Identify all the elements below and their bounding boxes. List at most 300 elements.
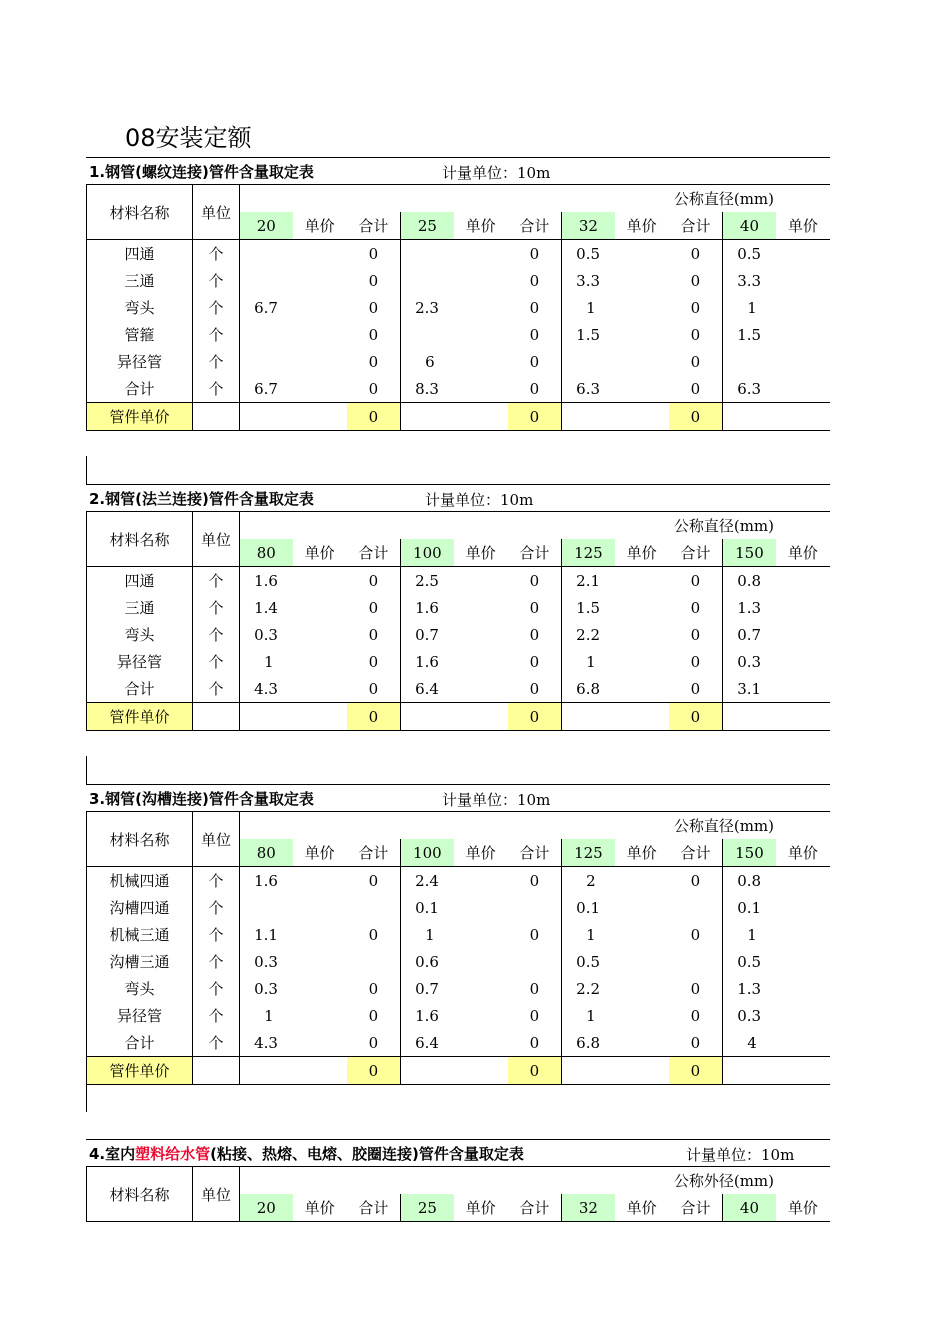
cell-price [615, 975, 669, 1002]
section-threaded-steel-pipe [86, 157, 830, 431]
cell-quantity: 0.1 [562, 894, 615, 921]
cell-price [454, 1002, 508, 1029]
cell-quantity: 6.7 [254, 298, 278, 317]
cell-quantity: 1.5 [562, 594, 615, 621]
cell-quantity: 0.3 [254, 952, 278, 971]
cell-sum: 0 [529, 379, 540, 398]
cell-sum: 0 [529, 598, 540, 617]
header-material-name: 材料名称 [87, 185, 193, 240]
cell-quantity: 1 [401, 921, 454, 948]
cell-price [776, 1002, 830, 1029]
cell-quantity: 8.3 [401, 375, 454, 403]
cell-price [776, 567, 830, 595]
cell-quantity [723, 348, 776, 375]
header-sum: 合计 [508, 539, 562, 567]
footer-row [87, 403, 831, 431]
table-row [87, 921, 831, 948]
cell-sum: 0 [529, 871, 540, 890]
footer-unit-empty [193, 703, 240, 731]
header-price: 单价 [776, 539, 830, 567]
left-margin-line-2 [86, 756, 87, 784]
section-title: 2.钢管(法兰连接)管件含量取定表 [89, 490, 314, 508]
cell-price [776, 648, 830, 675]
cell-quantity: 6 [401, 348, 454, 375]
row-material-name: 机械四通 [87, 867, 193, 895]
header-row-group [87, 812, 831, 840]
cell-price [293, 348, 347, 375]
footer-empty [615, 403, 669, 431]
cell-quantity: 4.3 [254, 679, 278, 698]
measure-unit-label: 计量单位：10m [442, 164, 551, 182]
header-price: 单价 [293, 539, 347, 567]
header-unit: 单位 [193, 512, 240, 567]
cell-quantity: 1 [562, 648, 615, 675]
cell-price [454, 948, 508, 975]
cell-quantity: 0.1 [401, 894, 454, 921]
cell-price [293, 675, 347, 703]
cell-sum: 0 [529, 679, 540, 698]
cell-price [776, 675, 830, 703]
row-material-name: 弯头 [87, 294, 193, 321]
footer-empty [240, 403, 293, 431]
row-material-name: 弯头 [87, 975, 193, 1002]
header-diameter-group: 公称直径(mm) [240, 185, 830, 213]
content-table [86, 184, 830, 431]
header-diameter-40: 40 [723, 1194, 776, 1222]
cell-quantity [401, 321, 454, 348]
cell-price [454, 321, 508, 348]
table-row [87, 321, 831, 348]
cell-price [454, 975, 508, 1002]
cell-quantity: 3.3 [723, 267, 776, 294]
measure-unit-label: 计量单位：10m [425, 491, 534, 509]
cell-sum: 0 [368, 571, 379, 590]
cell-price [615, 675, 669, 703]
footer-empty [776, 403, 830, 431]
measure-unit-label: 计量单位：10m [686, 1146, 795, 1164]
header-diameter-25: 25 [401, 1194, 454, 1222]
cell-quantity: 1.3 [723, 594, 776, 621]
footer-sum: 0 [508, 1057, 562, 1085]
cell-quantity: 2.3 [401, 294, 454, 321]
header-sum: 合计 [347, 839, 401, 867]
header-material-name: 材料名称 [87, 812, 193, 867]
cell-price [615, 240, 669, 268]
cell-quantity: 0.3 [723, 1002, 776, 1029]
cell-price [293, 594, 347, 621]
cell-sum: 0 [529, 652, 540, 671]
cell-sum: 0 [529, 625, 540, 644]
row-unit: 个 [193, 240, 240, 268]
header-diameter-group: 公称直径(mm) [240, 512, 830, 540]
cell-price [454, 921, 508, 948]
cell-quantity: 6.3 [562, 375, 615, 403]
cell-price [615, 567, 669, 595]
header-diameter-125: 125 [562, 539, 615, 567]
cell-price [776, 621, 830, 648]
header-sum: 合计 [347, 1194, 401, 1222]
content-table [86, 511, 830, 731]
header-diameter-20: 20 [240, 212, 293, 240]
footer-empty [615, 703, 669, 731]
cell-quantity: 1 [723, 294, 776, 321]
table-row [87, 648, 831, 675]
cell-quantity: 2.2 [562, 975, 615, 1002]
header-price: 单价 [293, 839, 347, 867]
cell-price [293, 567, 347, 595]
footer-empty [454, 1057, 508, 1085]
cell-quantity: 0.3 [254, 979, 278, 998]
header-diameter-32: 32 [562, 1194, 615, 1222]
section-flanged-steel-pipe [86, 484, 830, 731]
section-title [89, 1143, 524, 1164]
cell-price [293, 375, 347, 403]
document-title: 08安装定额 [125, 124, 252, 152]
cell-price [293, 294, 347, 321]
row-unit: 个 [193, 267, 240, 294]
cell-quantity: 2.2 [562, 621, 615, 648]
cell-price [454, 594, 508, 621]
row-unit: 个 [193, 567, 240, 595]
header-diameter-100: 100 [401, 539, 454, 567]
cell-price [776, 1029, 830, 1057]
cell-price [454, 1029, 508, 1057]
cell-price [454, 567, 508, 595]
cell-price [615, 867, 669, 895]
table-row [87, 675, 831, 703]
table-row [87, 948, 831, 975]
header-price: 单价 [776, 212, 830, 240]
cell-quantity: 0.5 [562, 240, 615, 268]
row-unit: 个 [193, 621, 240, 648]
header-price: 单价 [776, 839, 830, 867]
cell-price [776, 375, 830, 403]
row-unit: 个 [193, 1002, 240, 1029]
header-sum: 合计 [508, 212, 562, 240]
header-unit: 单位 [193, 1167, 240, 1222]
cell-price [615, 648, 669, 675]
header-material-name: 材料名称 [87, 512, 193, 567]
cell-quantity: 0.7 [723, 621, 776, 648]
table-row [87, 267, 831, 294]
cell-price [776, 975, 830, 1002]
cell-sum [347, 894, 401, 921]
cell-quantity: 0.7 [401, 975, 454, 1002]
cell-quantity: 1 [264, 1006, 274, 1025]
cell-sum: 0 [368, 652, 379, 671]
footer-sum: 0 [347, 403, 401, 431]
header-diameter-80: 80 [240, 539, 293, 567]
row-material-name: 四通 [87, 240, 193, 268]
row-material-name: 异径管 [87, 348, 193, 375]
cell-quantity: 1 [264, 652, 274, 671]
table-row [87, 1002, 831, 1029]
cell-quantity: 1.5 [562, 321, 615, 348]
header-price: 单价 [454, 1194, 508, 1222]
footer-empty [562, 1057, 615, 1085]
table-row [87, 621, 831, 648]
table-row [87, 1029, 831, 1057]
row-material-name: 合计 [87, 375, 193, 403]
cell-sum: 0 [529, 244, 540, 263]
cell-price [454, 240, 508, 268]
row-unit: 个 [193, 375, 240, 403]
header-diameter-group: 公称直径(mm) [240, 812, 830, 840]
footer-row [87, 1057, 831, 1085]
header-diameter-40: 40 [723, 212, 776, 240]
header-diameter-group: 公称外径(mm) [240, 1167, 830, 1195]
row-unit: 个 [193, 975, 240, 1002]
table-row [87, 975, 831, 1002]
cell-price [776, 240, 830, 268]
cell-price [293, 648, 347, 675]
cell-sum: 0 [368, 271, 379, 290]
cell-price [615, 948, 669, 975]
cell-price [454, 675, 508, 703]
footer-empty [240, 1057, 293, 1085]
row-material-name: 合计 [87, 1029, 193, 1057]
cell-quantity: 3.3 [562, 267, 615, 294]
cell-sum: 0 [690, 571, 701, 590]
cell-price [615, 894, 669, 921]
content-table [86, 1166, 830, 1222]
section-title: 1.钢管(螺纹连接)管件含量取定表 [89, 163, 314, 181]
cell-price [776, 267, 830, 294]
cell-price [293, 1029, 347, 1057]
header-price: 单价 [454, 212, 508, 240]
cell-quantity: 1 [562, 1002, 615, 1029]
row-material-name: 合计 [87, 675, 193, 703]
cell-quantity: 6.3 [723, 375, 776, 403]
cell-quantity: 6.4 [401, 1029, 454, 1057]
measure-unit-label: 计量单位：10m [442, 791, 551, 809]
cell-price [293, 975, 347, 1002]
header-diameter-32: 32 [562, 212, 615, 240]
cell-sum: 0 [690, 652, 701, 671]
row-unit: 个 [193, 294, 240, 321]
cell-quantity: 1 [562, 294, 615, 321]
cell-sum: 0 [690, 1006, 701, 1025]
cell-quantity: 2.1 [562, 567, 615, 595]
cell-price [454, 867, 508, 895]
cell-sum: 0 [529, 298, 540, 317]
header-diameter-80: 80 [240, 839, 293, 867]
cell-quantity: 4 [723, 1029, 776, 1057]
cell-price [615, 321, 669, 348]
footer-empty [454, 403, 508, 431]
section-heading [86, 484, 830, 511]
header-price: 单价 [454, 539, 508, 567]
row-material-name: 沟槽四通 [87, 894, 193, 921]
row-unit: 个 [193, 867, 240, 895]
header-sum: 合计 [508, 839, 562, 867]
row-material-name: 异径管 [87, 1002, 193, 1029]
header-diameter-150: 150 [723, 839, 776, 867]
cell-sum: 0 [690, 1033, 701, 1052]
cell-price [293, 267, 347, 294]
cell-quantity [240, 894, 293, 921]
cell-price [293, 621, 347, 648]
cell-quantity: 2.5 [401, 567, 454, 595]
row-unit: 个 [193, 648, 240, 675]
header-row-group [87, 1167, 831, 1195]
cell-quantity: 1 [723, 921, 776, 948]
row-material-name: 弯头 [87, 621, 193, 648]
row-unit: 个 [193, 948, 240, 975]
cell-price [615, 294, 669, 321]
content-table [86, 811, 830, 1085]
table-row [87, 594, 831, 621]
cell-quantity: 1.6 [401, 1002, 454, 1029]
row-unit: 个 [193, 348, 240, 375]
row-material-name: 三通 [87, 594, 193, 621]
cell-quantity [240, 348, 293, 375]
header-sum: 合计 [669, 539, 723, 567]
cell-sum: 0 [529, 271, 540, 290]
row-material-name: 机械三通 [87, 921, 193, 948]
cell-price [454, 267, 508, 294]
header-price: 单价 [293, 212, 347, 240]
header-material-name: 材料名称 [87, 1167, 193, 1222]
cell-sum: 0 [690, 871, 701, 890]
cell-quantity: 0.5 [723, 948, 776, 975]
cell-sum: 0 [368, 325, 379, 344]
header-sum: 合计 [669, 839, 723, 867]
row-unit: 个 [193, 894, 240, 921]
title-highlight: 塑料给水管 [135, 1145, 211, 1163]
cell-sum: 0 [690, 325, 701, 344]
cell-quantity: 1.4 [254, 598, 278, 617]
cell-price [776, 867, 830, 895]
header-price: 单价 [454, 839, 508, 867]
cell-sum: 0 [690, 244, 701, 263]
header-sum: 合计 [347, 212, 401, 240]
cell-quantity: 1.6 [401, 594, 454, 621]
header-price: 单价 [615, 839, 669, 867]
table-row [87, 894, 831, 921]
cell-quantity: 1.6 [401, 648, 454, 675]
header-price: 单价 [776, 1194, 830, 1222]
header-row-group [87, 185, 831, 213]
cell-quantity [240, 267, 293, 294]
header-price: 单价 [615, 212, 669, 240]
cell-price [776, 594, 830, 621]
footer-empty [240, 703, 293, 731]
footer-sum: 0 [508, 403, 562, 431]
cell-price [615, 594, 669, 621]
cell-price [615, 267, 669, 294]
footer-empty [776, 1057, 830, 1085]
cell-sum: 0 [368, 925, 379, 944]
header-sum: 合计 [669, 212, 723, 240]
cell-sum: 0 [368, 598, 379, 617]
cell-price [454, 294, 508, 321]
title-suffix: (粘接、热熔、电熔、胶圈连接)管件含量取定表 [210, 1145, 524, 1163]
cell-sum: 0 [690, 598, 701, 617]
section-grooved-steel-pipe [86, 784, 830, 1085]
section-heading [86, 784, 830, 811]
footer-sum: 0 [669, 403, 723, 431]
footer-empty [723, 403, 776, 431]
header-sum: 合计 [508, 1194, 562, 1222]
table-row [87, 867, 831, 895]
cell-quantity [240, 240, 293, 268]
cell-price [454, 375, 508, 403]
section-title: 3.钢管(沟槽连接)管件含量取定表 [89, 790, 314, 808]
cell-price [293, 240, 347, 268]
footer-empty [723, 703, 776, 731]
cell-sum: 0 [368, 979, 379, 998]
cell-sum: 0 [690, 352, 701, 371]
cell-sum: 0 [529, 352, 540, 371]
footer-sum: 0 [347, 1057, 401, 1085]
footer-sum: 0 [508, 703, 562, 731]
header-diameter-20: 20 [240, 1194, 293, 1222]
cell-sum: 0 [368, 1033, 379, 1052]
footer-sum: 0 [669, 703, 723, 731]
footer-empty [293, 703, 347, 731]
cell-quantity: 1.5 [723, 321, 776, 348]
footer-sum: 0 [347, 703, 401, 731]
cell-quantity: 0.3 [254, 625, 278, 644]
cell-sum: 0 [368, 298, 379, 317]
cell-sum: 0 [368, 871, 379, 890]
cell-sum: 0 [368, 244, 379, 263]
row-unit: 个 [193, 675, 240, 703]
footer-empty [293, 403, 347, 431]
cell-sum: 0 [690, 979, 701, 998]
cell-price [776, 294, 830, 321]
header-row-group [87, 512, 831, 540]
header-sum: 合计 [347, 539, 401, 567]
row-unit: 个 [193, 1029, 240, 1057]
cell-sum: 0 [690, 925, 701, 944]
cell-price [615, 921, 669, 948]
cell-price [293, 921, 347, 948]
cell-sum: 0 [529, 571, 540, 590]
cell-price [776, 948, 830, 975]
cell-sum: 0 [368, 625, 379, 644]
header-unit: 单位 [193, 812, 240, 867]
cell-quantity [562, 348, 615, 375]
cell-price [293, 894, 347, 921]
footer-unit-empty [193, 1057, 240, 1085]
cell-sum: 0 [368, 379, 379, 398]
cell-price [454, 348, 508, 375]
row-material-name: 沟槽三通 [87, 948, 193, 975]
cell-price [615, 348, 669, 375]
cell-sum [669, 894, 723, 921]
header-unit: 单位 [193, 185, 240, 240]
header-sum: 合计 [669, 1194, 723, 1222]
cell-sum: 0 [529, 1006, 540, 1025]
cell-sum [508, 894, 562, 921]
header-diameter-100: 100 [401, 839, 454, 867]
cell-sum [669, 948, 723, 975]
footer-row [87, 703, 831, 731]
cell-quantity: 0.1 [723, 894, 776, 921]
cell-quantity: 3.1 [723, 675, 776, 703]
cell-quantity: 0.7 [401, 621, 454, 648]
header-price: 单价 [615, 539, 669, 567]
table-row [87, 375, 831, 403]
footer-unit-empty [193, 403, 240, 431]
cell-quantity [401, 240, 454, 268]
cell-quantity: 0.6 [401, 948, 454, 975]
table-row [87, 294, 831, 321]
cell-price [776, 921, 830, 948]
cell-price [454, 894, 508, 921]
